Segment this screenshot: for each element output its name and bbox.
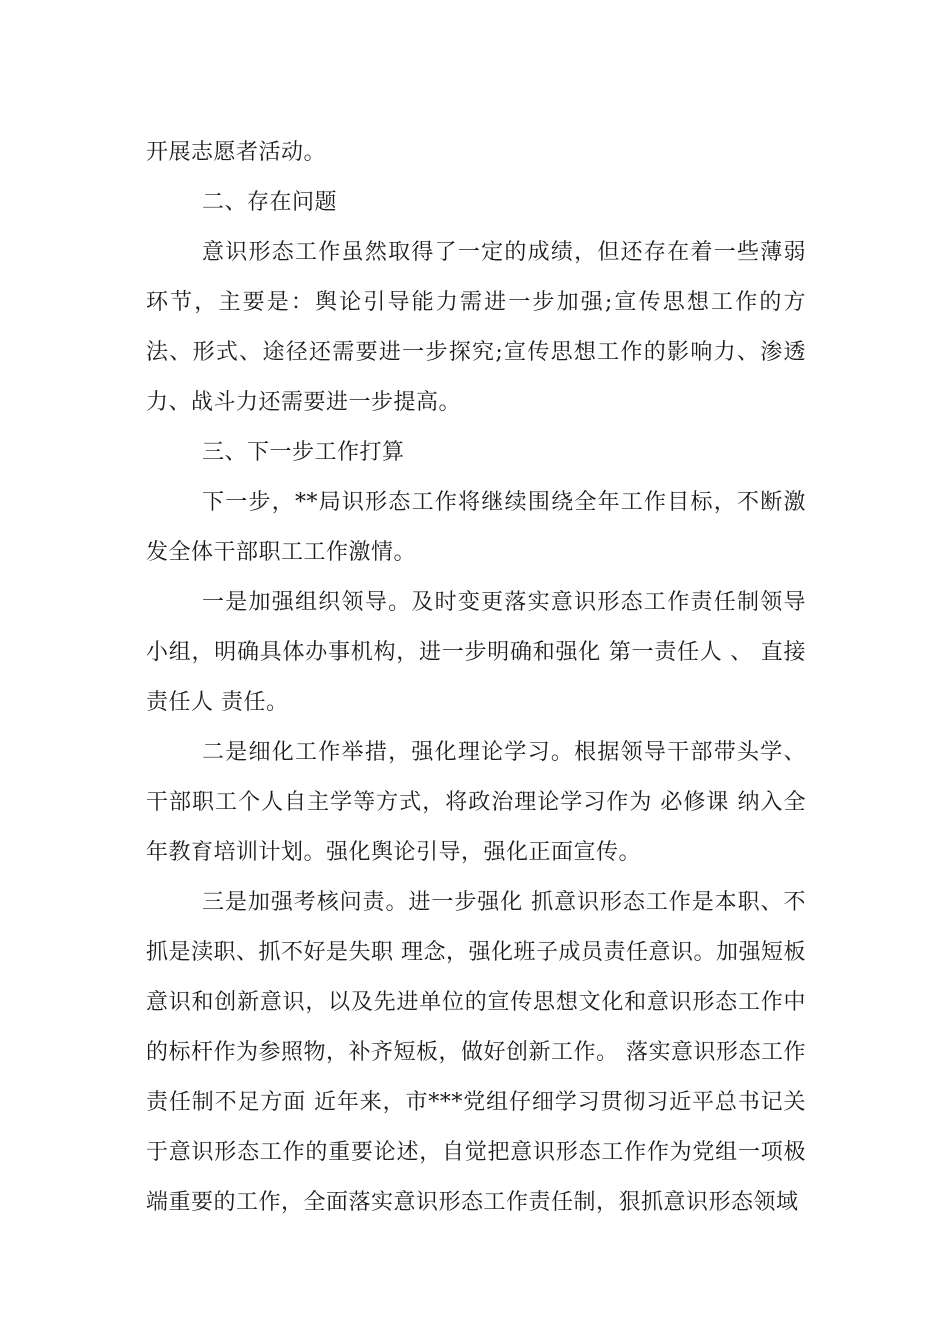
paragraph-next-steps-intro: 下一步，**局识形态工作将继续围绕全年工作目标，不断激发全体干部职工工作激情。 [146,490,806,565]
paragraph-continuation: 开展志愿者活动。 [146,140,327,165]
paragraph-item-three: 三是加强考核问责。进一步强化 抓意识形态工作是本职、不抓是渎职、抓不好是失职 理念，强化班子成员责任意识。加强短板意识和创新意识，以及先进单位的宣传思想文化和意识形态工作中的标杆作为参照物，补齐短板，做好创新工作。 落实意识形态工作责任制不足方面 近年来，市***党组仔细学习贯彻习近平总书记关于意识形态工作的重要论述，自觉把意识形态工作作为党组一项极端重要的工作，全面落实意识形态工作责任制，狠抓意识形态领域 [146,890,806,1215]
section-heading-next-steps: 三、下一步工作打算 [202,440,405,465]
paragraph-item-one: 一是加强组织领导。及时变更落实意识形态工作责任制领导小组，明确具体办事机构，进一步明确和强化 第一责任人 、 直接责任人 责任。 [146,590,806,715]
paragraph-problems: 意识形态工作虽然取得了一定的成绩，但还存在着一些薄弱环节，主要是：舆论引导能力需进一步加强;宣传思想工作的方法、形式、途径还需要进一步探究;宣传思想工作的影响力、渗透力、战斗力还需要进一步提高。 [146,240,806,415]
document-body [146,128,806,1228]
section-heading-problems: 二、存在问题 [202,190,338,215]
paragraph-item-two: 二是细化工作举措，强化理论学习。根据领导干部带头学、干部职工个人自主学等方式，将政治理论学习作为 必修课 纳入全年教育培训计划。强化舆论引导，强化正面宣传。 [146,740,806,865]
